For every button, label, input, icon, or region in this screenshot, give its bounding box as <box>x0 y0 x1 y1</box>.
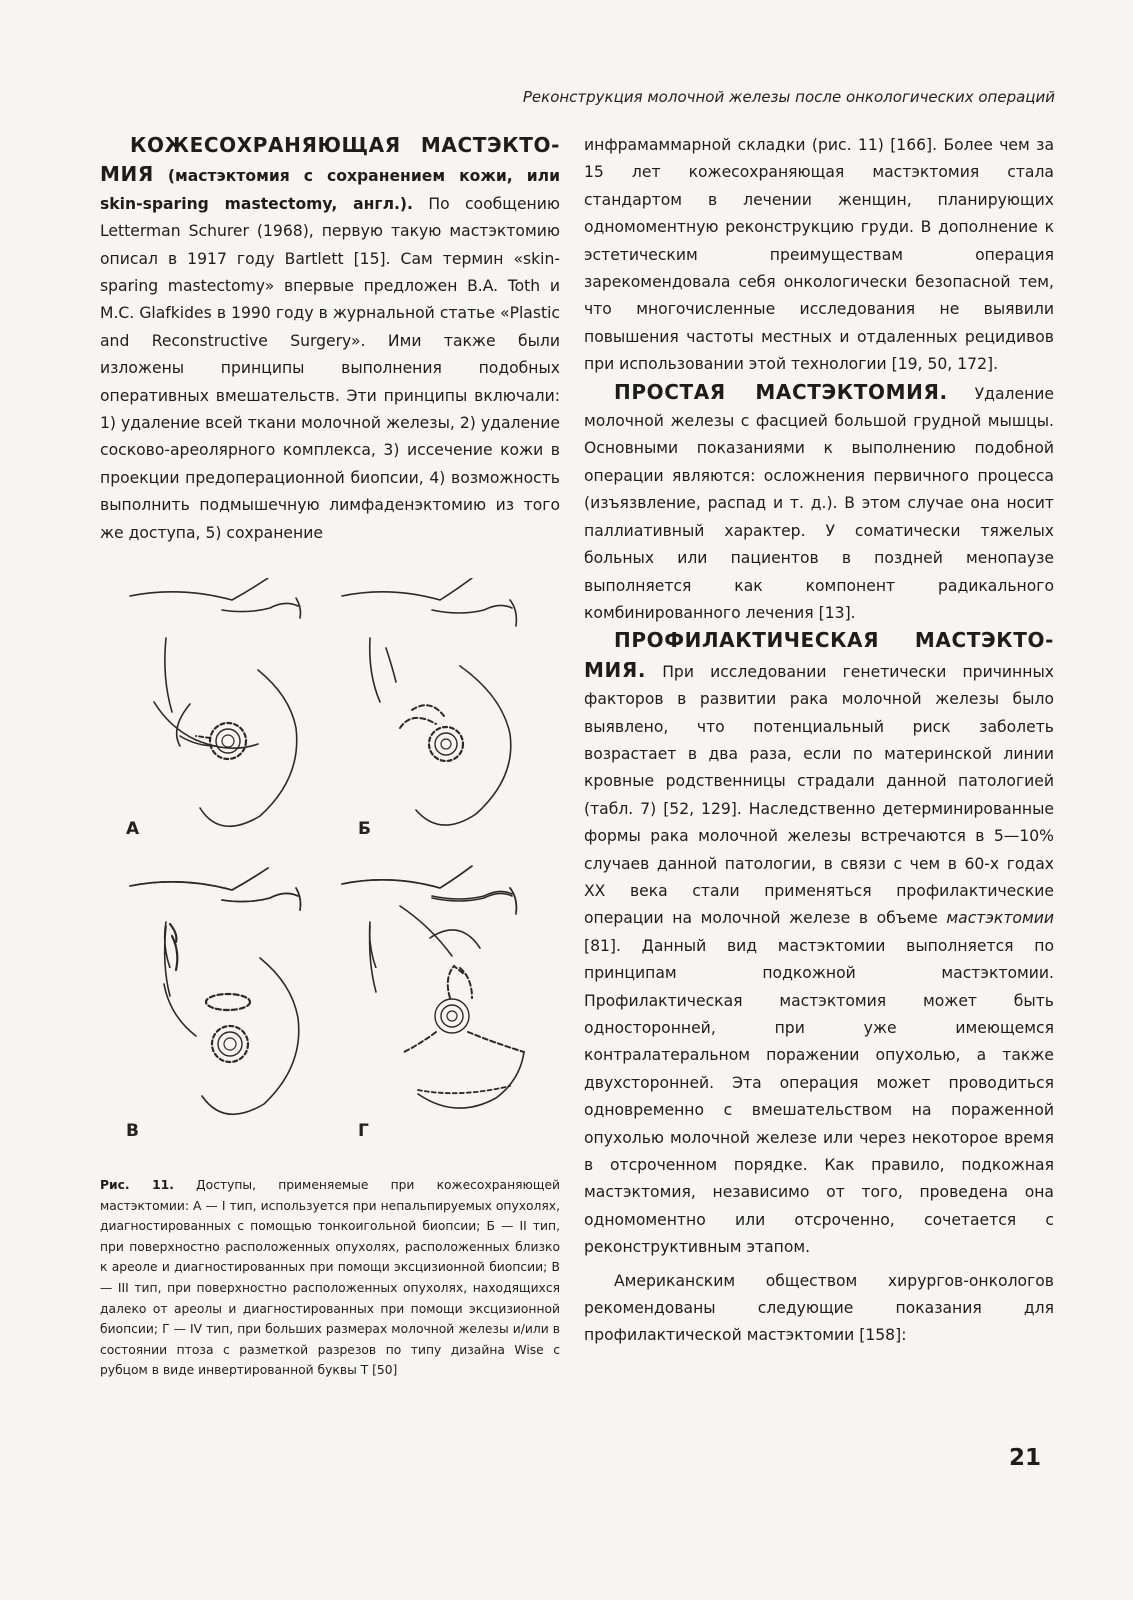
society-recommendations-paragraph: Американским обществом хирургов-онкологов рекомендованы следующие показания для профилактической мастэктомии [158]: <box>584 1271 1054 1345</box>
simple-mastectomy-paragraph <box>584 379 1054 628</box>
running-header: Реконструкция молочной железы после онкологических операций <box>522 88 1055 106</box>
simple-mastectomy-body: Удаление молочной железы с фасцией большой грудной мышцы. Основными показаниями к выполнению подобной операции являются: осложнения первичного процесса (изъязвление, распад и т. д.). В этом случае она носит паллиативный характер. У соматически тяжелых больных или пациентов в поздней менопаузе выполняется как компонент радикального комбинированного лечения [13]. <box>584 384 1054 622</box>
figure-caption-text: Доступы, применяемые при кожесохраняющей мастэктомии: А — I тип, используется при непальпируемых опухолях, диагностированных с помощью тонкоигольной биопсии; Б — II тип, при поверхностно расположенных опухолях, расположенных близко к ареоле и диагностированных при помощи эксцизионной биопсии; В — III тип, при поверхностно расположенных опухолях, находящихся далеко от ареолы и диагностированных при помощи эксцизионной биопсии; Г — IV тип, при больших размерах молочной железы и/или в состоянии птоза с разметкой разрезов по типу дизайна Wise с рубцом в виде инвертированной буквы T [50] <box>100 1178 561 1378</box>
panel-d-label: Г <box>358 1121 369 1141</box>
page-number: 21 <box>1008 1445 1041 1471</box>
simple-mastectomy-heading: ПРОСТАЯ МАСТЭКТОМИЯ. <box>614 379 948 404</box>
right-column <box>584 132 1054 1350</box>
panel-c-label: В <box>126 1121 139 1141</box>
skin-sparing-heading: КОЖЕСОХРАНЯЮЩАЯ МАСТЭКТО-МИЯ <box>100 133 560 187</box>
figure-11-lower <box>100 866 560 1146</box>
panel-b-label: Б <box>358 819 371 839</box>
figure-caption-label: Рис. 11. <box>100 1178 174 1192</box>
skin-sparing-subheading: (мастэктомия с сохранением кожи, или skin-sparing mastectomy, англ.). <box>100 167 560 213</box>
panel-a-label: А <box>126 819 140 839</box>
prophylactic-mastectomy-paragraph <box>584 627 1054 1261</box>
panel-a-illustration <box>130 578 301 826</box>
panel-b-illustration <box>342 578 516 825</box>
figure-caption <box>100 1175 560 1381</box>
skin-sparing-paragraph <box>100 132 560 547</box>
prophylactic-mastectomy-body-2: [81]. Данный вид мастэктомии выполняется по принципам подкожной мастэктомии. Профилактическая мастэктомия может быть односторонней, при уже имеющемся контралатеральном поражении опухолью, а также двухсторонней. Эта операция может проводиться одновременно с вмешательством на пораженной опухолью молочной железе или через некоторое время в отсроченном порядке. Как правило, подкожная мастэктомия, независимо от того, проведена она одномоментно или отсроченно, сочетается с реконструктивным этапом. <box>584 936 1054 1257</box>
figure-11-lower-drawing <box>100 866 560 1146</box>
left-column <box>100 132 560 547</box>
prophylactic-mastectomy-heading: ПРОФИЛАКТИЧЕСКАЯ МАСТЭКТО-МИЯ. <box>584 628 1054 682</box>
prophylactic-mastectomy-body-1: При исследовании генетически причинных факторов в развитии рака молочной железы было выявлено, что потенциальный риск заболеть возрастает в два раза, если по материнской линии кровные родственницы страдали данной патологией (табл. 7) [52, 129]. Наследственно детерминированные формы рака молочной железы встречаются в 5—10% случаев данной патологии, в связи с чем в 60-х годах XX века стали применяться профилактические операции на молочной железе в объеме <box>584 662 1054 928</box>
prophylactic-mastectomy-italic: мастэктомии <box>946 909 1054 928</box>
skin-sparing-body: По сообщению Letterman Schurer (1968), первую такую мастэктомию описал в 1917 году Bartlett [15]. Сам термин «skin-sparing mastectomy» впервые предложен B.A. Toth и M.C. Glafkides в 1990 году в журнальной статье «Plastic and Reconstructive Surgery». Ими также были изложены принципы выполнения подобных оперативных вмешательств. Эти принципы включали: 1) удаление всей ткани молочной железы, 2) удаление сосково-ареолярного комплекса, 3) иссечение кожи в проекции предоперационной биопсии, 4) возможность выполнить подмышечную лимфаденэктомию из того же доступа, 5) сохранение <box>100 194 560 542</box>
skin-sparing-continuation: инфрамаммарной складки (рис. 11) [166]. Более чем за 15 лет кожесохраняющая мастэктомия стала стандартом в лечении женщин, планирующих одномоментную реконструкцию груди. В дополнение к эстетическим преимуществам операция зарекомендовала себя онкологически безопасной тем, что многочисленные исследования не выявили повышения частоты местных и отдаленных рецидивов при использовании этой технологии [19, 50, 172]. <box>584 136 1054 374</box>
